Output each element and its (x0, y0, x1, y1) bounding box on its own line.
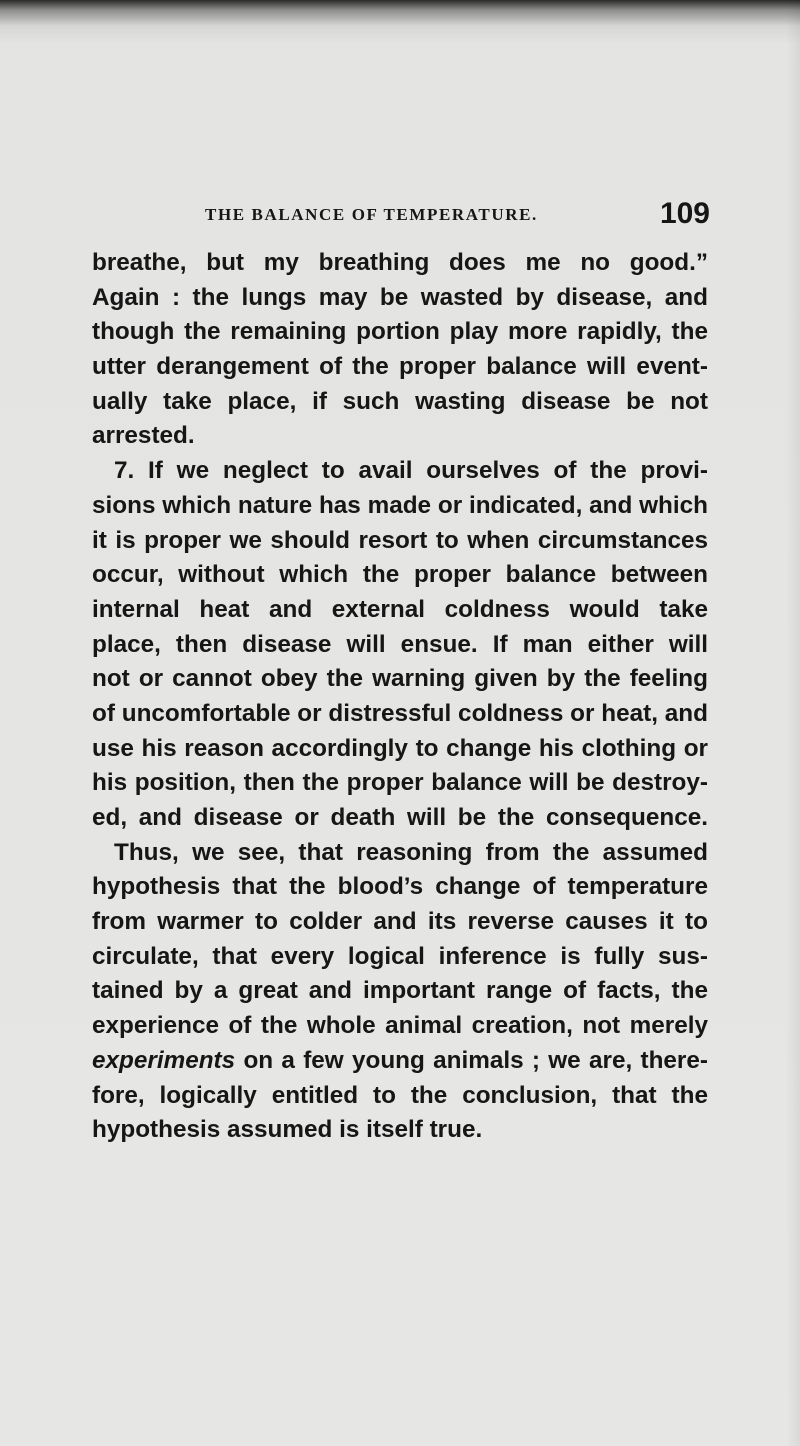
text-line: ed, and disease or death will be the consequence. (92, 804, 708, 831)
text-line: experience of the whole animal creation, not merely (92, 1012, 708, 1040)
text-line: arrested. (92, 422, 195, 450)
text-line: occur, without which the proper balance between (92, 561, 708, 589)
text-line: not or cannot obey the warning given by the feeling (92, 665, 708, 693)
italic-word: experiments (92, 1046, 236, 1074)
page-header (205, 197, 710, 237)
text-line: ually take place, if such wasting disease be not (92, 387, 708, 415)
text-line: Thus, we see, that reasoning from the assumed (114, 838, 708, 866)
text-line: breathe, but my breathing does me no good.” (92, 249, 708, 276)
text-line: use his reason accordingly to change his clothing or (92, 734, 708, 762)
text-line: of uncomfortable or distressful coldness or heat, and (92, 699, 708, 727)
body-text (92, 246, 708, 1148)
text-line: from warmer to colder and its reverse causes it to (92, 908, 708, 936)
text-line: place, then disease will ensue. If man either will (92, 630, 708, 658)
text-line: utter derangement of the proper balance will event- (92, 353, 708, 381)
text-line: Again : the lungs may be wasted by disease, and (92, 283, 708, 311)
text-line-with-italic (92, 1044, 708, 1079)
text-line: internal heat and external coldness would take (92, 595, 708, 623)
text-line: hypothesis that the blood’s change of temperature (92, 873, 708, 901)
text-line: fore, logically entitled to the conclusion, that the (92, 1081, 708, 1109)
text-line: sions which nature has made or indicated, and which (92, 491, 708, 519)
text-line: it is proper we should resort to when circumstances (92, 526, 708, 554)
running-head: THE BALANCE OF TEMPERATURE. (205, 205, 538, 224)
text-line: his position, then the proper balance will be destroy- (92, 769, 708, 797)
text-line: though the remaining portion play more rapidly, the (92, 318, 708, 346)
text-line: circulate, that every logical inference is fully sus- (92, 942, 708, 970)
page-number: 109 (659, 197, 710, 230)
text-line: 7. If we neglect to avail ourselves of the provi- (114, 457, 708, 485)
text-line: hypothesis assumed is itself true. (92, 1116, 483, 1144)
text-line: tained by a great and important range of facts, the (92, 977, 708, 1005)
text-line-rest: on a few young animals ; we are, there- (235, 1046, 708, 1074)
